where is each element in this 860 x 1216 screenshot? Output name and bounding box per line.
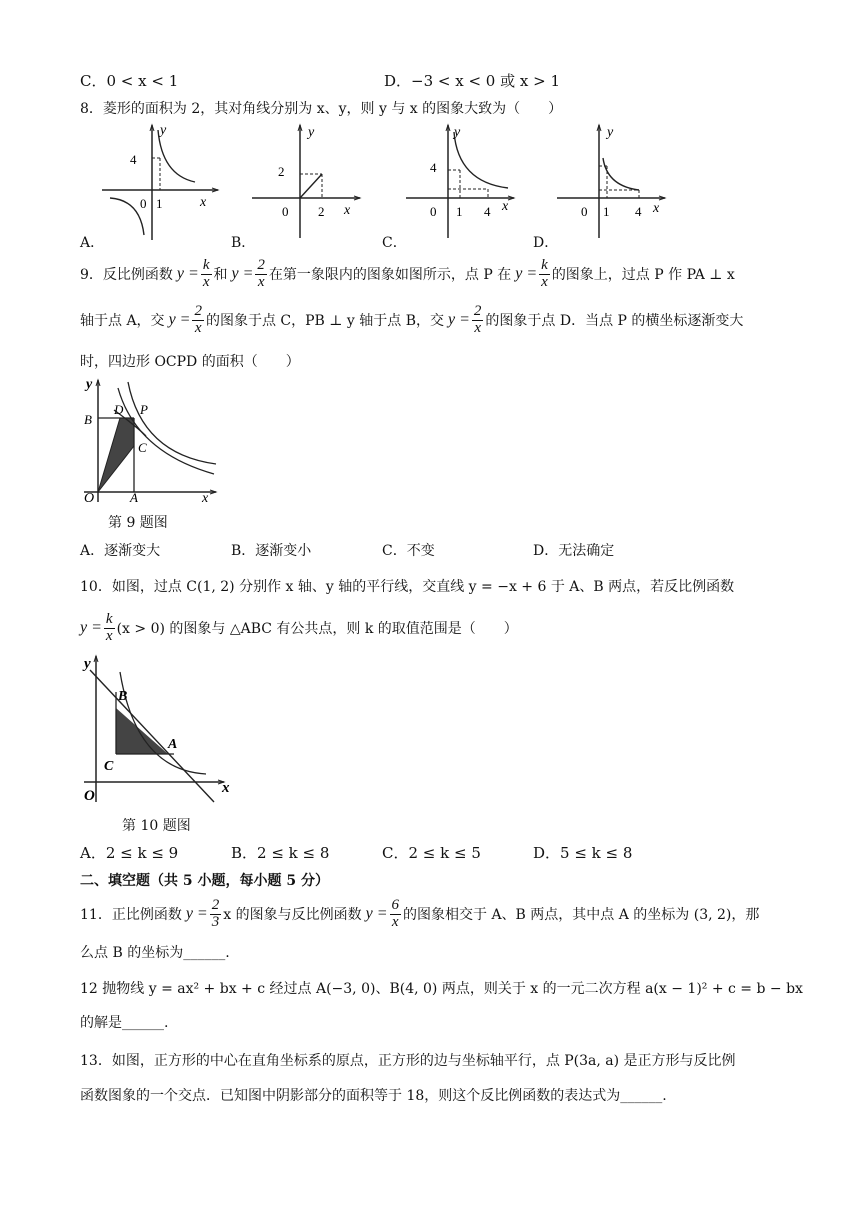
q8-graph-c	[404, 120, 524, 240]
q9-fig-a: A	[130, 490, 138, 505]
q9-fig-c: C	[138, 440, 147, 455]
q8-graph-a	[100, 120, 225, 245]
q9-frac-k-x-2: $\frac{k}{x}$	[541, 257, 548, 290]
q8a-tick-0: 0	[140, 196, 147, 211]
q8-label-c: C．	[382, 235, 407, 251]
q8a-y-label: y	[160, 123, 167, 138]
q9-caption: 第 9 题图	[108, 515, 168, 531]
q9-text-e: 轴于点 A，交	[80, 313, 165, 330]
q10-option-a: A．2 ≤ k ≤ 9	[80, 844, 179, 862]
q9-frac-2-x-3: $\frac{2}{x}$	[473, 303, 482, 336]
q9-option-b: B．逐渐变小	[231, 543, 312, 559]
q8c-x-label: x	[502, 199, 509, 214]
q10-fig-a: A	[168, 737, 178, 752]
q9-frac-2-x: $\frac{2}{x}$	[257, 257, 265, 290]
q9-line1	[80, 258, 735, 291]
q8c-tick-1: 1	[456, 204, 463, 219]
section2-title: 二、填空题（共 5 小题，每小题 5 分）	[80, 873, 329, 889]
q10-option-c: C．2 ≤ k ≤ 5	[382, 844, 481, 862]
q9-fig-d: D	[114, 402, 124, 417]
q11-text-a: 11．正比例函数	[80, 907, 182, 924]
q10-text-b: (x > 0) 的图象与 △ABC 有公共点，则 k 的取值范围是（ ）	[116, 621, 518, 638]
q8c-tick-4: 4	[430, 160, 437, 175]
q8d-tick-1: 1	[603, 204, 610, 219]
q11-text-c: 的图象相交于 A、B 两点，其中点 A 的坐标为 (3, 2)，那	[403, 907, 760, 924]
q11-line2: 么点 B 的坐标为______.	[80, 945, 230, 961]
q11-text-b: x 的图象与反比例函数	[223, 907, 362, 924]
q9-lhs-1: y =	[176, 265, 199, 283]
q9-text-b: 和	[213, 267, 228, 284]
q8b-tick-0: 0	[282, 204, 289, 219]
q8-stem: 8．菱形的面积为 2，其对角线分别为 x、y，则 y 与 x 的图象大致为（ ）	[80, 101, 563, 117]
q9-lhs-5: y =	[448, 311, 470, 329]
q10-fig-b: B	[118, 689, 128, 704]
q8c-tick-0: 0	[430, 204, 437, 219]
q13-line1: 13．如图，正方形的中心在直角坐标系的原点，正方形的边与坐标轴平行，点 P(3a, a) 是正方形与反比例	[80, 1053, 736, 1069]
q8b-x-label: x	[344, 203, 351, 218]
q9-line2	[80, 304, 743, 337]
q9-text-g: 的图象于点 D．当点 P 的横坐标逐渐变大	[485, 313, 744, 330]
q11-line1	[80, 898, 759, 931]
q9-frac-k-x: $\frac{k}{x}$	[202, 257, 210, 290]
q10-frac-k-x: $\frac{k}{x}$	[105, 611, 113, 644]
q9-lhs-3: y =	[515, 265, 538, 283]
q11-frac-6-x: $\frac{6}{x}$	[391, 897, 399, 930]
q11-lhs-2: y =	[365, 905, 388, 923]
q9-option-a: A．逐渐变大	[80, 543, 161, 559]
q11-frac-2-3: $\frac{2}{3}$	[211, 897, 220, 930]
q8b-tick-2y: 2	[278, 164, 285, 179]
q12-line2: 的解是______.	[80, 1015, 169, 1031]
q7-option-d: D．−3 < x < 0 或 x > 1	[384, 72, 560, 90]
q9-lhs-4: y =	[168, 311, 191, 329]
q8-graph-d	[555, 120, 675, 240]
q10-fig-c: C	[104, 759, 114, 774]
q9-fig-b: B	[84, 412, 92, 427]
q9-option-d: D．无法确定	[533, 543, 615, 559]
q8d-x-label: x	[653, 201, 660, 216]
q8c-tick-4x: 4	[484, 204, 491, 219]
q9-text-f: 的图象于点 C，PB ⊥ y 轴于点 B，交	[205, 313, 445, 330]
q10-option-b: B．2 ≤ k ≤ 8	[231, 844, 330, 862]
q8d-tick-0: 0	[581, 204, 588, 219]
q8b-tick-2x: 2	[318, 204, 325, 219]
q9-fig-p: P	[140, 402, 148, 417]
q10-caption: 第 10 题图	[122, 818, 191, 834]
q7-option-c: C．0 < x < 1	[80, 72, 179, 90]
q9-frac-2-x-2: $\frac{2}{x}$	[194, 303, 202, 336]
q9-lhs-2: y =	[231, 265, 254, 283]
q8-label-b: B．	[231, 235, 256, 251]
q10-fig-o: O	[84, 788, 95, 804]
q9-fig-x: x	[202, 491, 209, 506]
q13-line2: 函数图象的一个交点．已知图中阴影部分的面积等于 18，则这个反比例函数的表达式为______.	[80, 1088, 667, 1104]
q8c-y-label: y	[454, 125, 461, 140]
q8d-tick-4x: 4	[635, 204, 642, 219]
q11-lhs-1: y =	[185, 905, 208, 923]
q9-text-d: 的图象上，过点 P 作 PA ⊥ x	[551, 267, 735, 284]
q8a-tick-1: 1	[156, 196, 163, 211]
q9-figure	[76, 376, 226, 506]
q10-line1: 10．如图，过点 C(1, 2) 分别作 x 轴、y 轴的平行线，交直线 y = −x + 6 于 A、B 两点，若反比例函数	[80, 579, 735, 595]
q8d-y-label: y	[607, 125, 614, 140]
q9-text-a: 9．反比例函数	[80, 267, 173, 284]
q8-label-d: D．	[533, 235, 559, 251]
q8-label-a: A．	[80, 235, 105, 251]
q10-fig-x: x	[222, 780, 230, 796]
q12-line1: 12 抛物线 y = ax² + bx + c 经过点 A(−3, 0)、B(4, 0) 两点，则关于 x 的一元二次方程 a(x − 1)² + c = b − bx	[80, 981, 803, 997]
q8a-tick-4: 4	[130, 152, 137, 167]
q10-lhs: y =	[80, 619, 102, 637]
q10-option-d: D．5 ≤ k ≤ 8	[533, 844, 633, 862]
q10-figure	[76, 652, 236, 807]
q10-line2	[80, 612, 518, 645]
q9-option-c: C．不变	[382, 543, 435, 559]
q8a-x-label: x	[200, 195, 207, 210]
q9-text-c: 在第一象限内的图象如图所示，点 P 在	[268, 267, 512, 284]
q9-fig-o: O	[84, 491, 95, 506]
q8b-y-label: y	[308, 125, 315, 140]
q9-fig-y: y	[86, 377, 93, 392]
q9-line3: 时，四边形 OCPD 的面积（ ）	[80, 354, 300, 370]
q10-fig-y: y	[84, 656, 91, 672]
q8-graph-b	[250, 120, 370, 240]
